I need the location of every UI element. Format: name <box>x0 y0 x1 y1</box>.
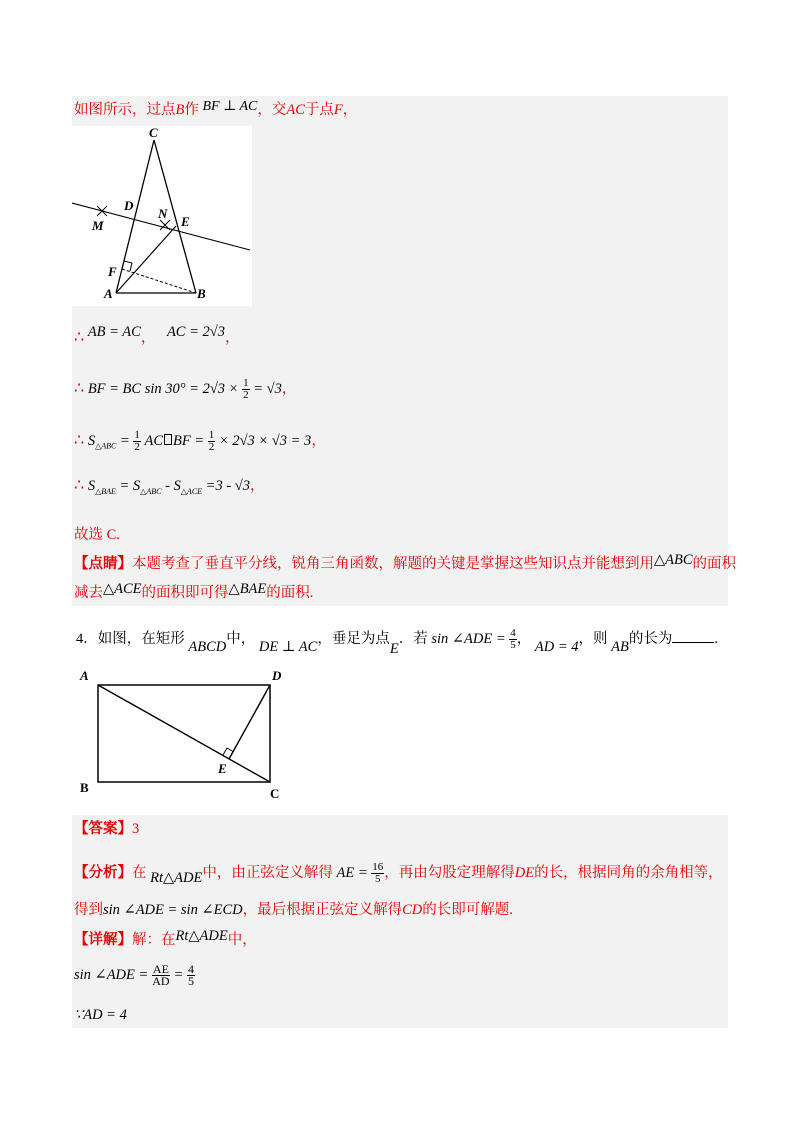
area-result: =3 - √3 <box>205 478 250 494</box>
q4-text-5: 的长为 <box>628 630 673 647</box>
solution-intro-line <box>74 99 358 118</box>
point-f: F <box>333 102 343 118</box>
fraction-ae-ad <box>152 964 170 987</box>
comma-3: ， <box>281 380 297 397</box>
frac-num-ae-ad: AE <box>152 962 169 976</box>
answer-4-line <box>74 822 139 837</box>
step-1 <box>74 324 240 346</box>
dianjing-tag: 【点睛】 <box>74 556 132 572</box>
sub-ace: △ACE <box>180 486 203 496</box>
answer-value: 3 <box>132 821 140 837</box>
equals: = <box>119 432 130 449</box>
fig2-label-b: B <box>80 780 89 795</box>
segment-de: DE <box>514 864 535 881</box>
step-4 <box>74 478 265 496</box>
dianjing-line-2 <box>74 581 314 601</box>
analysis-line-1 <box>74 862 723 885</box>
frac-den-45: 5 <box>187 974 194 988</box>
triangle-bae: △BAE <box>228 581 267 597</box>
equals-2: = <box>173 966 184 983</box>
therefore-symbol-4: ∴ <box>74 477 85 494</box>
answer-blank[interactable] <box>672 630 714 643</box>
ae-equals: AE = <box>336 864 368 881</box>
ac-value: AC = 2√3 <box>166 324 225 340</box>
equals-s: = S <box>119 478 141 494</box>
fig2-label-d: D <box>272 668 282 683</box>
fraction-half <box>242 378 250 401</box>
fig1-label-a: A <box>104 286 113 301</box>
analysis-text-4: 的长，根据同角的余角相等， <box>534 864 723 881</box>
q4-intro: 4．如图，在矩形 <box>76 630 185 647</box>
analysis-text-6: ，最后根据正弦定义解得 <box>242 902 403 918</box>
frac-den-ae-ad: AD <box>152 974 170 988</box>
frac-den-ae: 5 <box>374 873 381 885</box>
frac-num-2: 1 <box>134 429 140 441</box>
analysis-text-5: 得到 <box>74 902 103 918</box>
rt-triangle-ade: Rt△ADE <box>150 869 203 886</box>
sin-equality: sin ∠ADE = sin ∠ECD <box>103 902 243 918</box>
detail-text-1: 解：在 <box>132 932 176 948</box>
dianjing-text-2: 的面积 <box>692 556 737 572</box>
q4-period: . <box>714 630 718 647</box>
fig2-label-a: A <box>80 668 89 683</box>
sin-ade-2: sin ∠ADE = <box>74 966 149 983</box>
bf-term: BF = <box>173 432 205 449</box>
rt-triangle-ade-2: Rt△ADE <box>175 928 228 944</box>
analysis-text-2: 中，由正弦定义解得 <box>202 864 333 881</box>
frac-den-3: 2 <box>208 441 215 453</box>
q4-text-4: ，则 <box>578 630 608 647</box>
fig1-label-d: D <box>124 198 134 213</box>
step-2 <box>74 378 296 401</box>
area-s-bae: S <box>87 478 96 494</box>
solution-intro-text-2: 作 <box>184 102 199 118</box>
analysis-line-2 <box>74 903 513 918</box>
fig2-label-c: C <box>270 786 280 801</box>
sin-ade: sin ∠ADE = <box>431 630 506 647</box>
bf-calc-left: BF = BC sin 30° = 2√3 × <box>87 380 239 397</box>
frac-num: 1 <box>243 377 249 389</box>
dianjing-text-4: 的面积即可得 <box>141 585 229 601</box>
de-perp-ac: DE ⊥ AC <box>258 638 318 655</box>
dianjing-text-1: 本题考查了垂直平分线，锐角三角函数，解题的关键是掌握这些知识点并能想到用 <box>132 556 654 572</box>
analysis-tag: 【分析】 <box>74 864 132 881</box>
fraction-16-5 <box>371 862 384 885</box>
therefore-symbol-3: ∴ <box>74 431 85 449</box>
fraction-four-fifths <box>509 628 517 651</box>
frac-num-45: 4 <box>187 962 194 976</box>
minus-s: - S <box>165 478 181 494</box>
analysis-text-7: 的长即可解题. <box>422 902 513 918</box>
detail-line-2 <box>74 964 195 987</box>
perpendicular-bf-ac: BF ⊥ AC <box>202 99 258 114</box>
fraction-half-3 <box>208 430 216 453</box>
solution-intro-text-4: 于点 <box>304 102 334 118</box>
fig1-label-m: M <box>92 218 104 233</box>
question-4 <box>76 627 718 657</box>
detail-line-1 <box>74 928 257 948</box>
ad-equals-4: AD = 4 <box>534 638 579 655</box>
segment-cd: CD <box>402 902 423 918</box>
frac-den-2: 2 <box>134 441 140 453</box>
frac-den: 2 <box>243 389 249 401</box>
comma-4: ， <box>311 432 326 449</box>
rect-abcd: ABCD <box>188 638 227 655</box>
step-3 <box>74 430 326 453</box>
detail-line-3 <box>74 1008 127 1023</box>
detail-text-2: 中， <box>227 932 257 948</box>
frac-num-q4: 4 <box>510 627 516 639</box>
fig1-label-b: B <box>197 286 206 301</box>
dianjing-text-3: 减去 <box>74 585 103 601</box>
frac-num-ae: 16 <box>372 861 384 873</box>
therefore-symbol: ∴ <box>74 329 85 346</box>
solution-intro-text: 如图所示，过点 <box>74 102 176 118</box>
sub-abc: △ABC <box>140 486 162 496</box>
triangle-abc: △ABC <box>654 552 693 568</box>
dianjing-text-5: 的面积. <box>266 585 314 601</box>
fig1-label-f: F <box>108 264 117 279</box>
q4-comma: ， <box>516 630 532 647</box>
area-calc-right: × 2√3 × √3 = 3 <box>218 432 312 449</box>
answer-tag: 【答案】 <box>74 821 132 837</box>
ac-term: AC <box>144 432 164 449</box>
frac-den-q4: 5 <box>510 639 516 651</box>
solution-intro-comma: ， <box>342 102 358 118</box>
dot-placeholder <box>164 434 172 445</box>
q4-text-2: ，垂足为点 <box>317 630 390 647</box>
therefore-symbol-2: ∴ <box>74 379 85 397</box>
comma: ， <box>140 330 156 346</box>
answer-choice: 故选 C. <box>74 527 120 543</box>
detail-tag: 【详解】 <box>74 932 132 948</box>
answer-4-block <box>72 815 728 1028</box>
because-ad-4: ∵AD = 4 <box>74 1007 127 1023</box>
fig2-label-e: E <box>218 761 227 776</box>
fraction-half-2 <box>133 430 141 453</box>
area-sub-abc: △ABC <box>95 441 117 451</box>
dianjing-line-1 <box>74 552 737 572</box>
rectangle-figure <box>74 665 294 805</box>
segment-ab: AB <box>611 638 629 655</box>
point-e: E <box>389 640 399 657</box>
fig1-label-n: N <box>158 206 168 221</box>
analysis-text-3: ，再由勾股定理解得 <box>384 864 515 881</box>
comma-5: ， <box>250 478 265 494</box>
fraction-four-fifths-2 <box>187 964 195 987</box>
q4-text-3: ．若 <box>398 630 428 647</box>
area-s: S <box>87 432 96 449</box>
segment-ac: AC <box>286 102 305 118</box>
point-b: B <box>175 102 185 118</box>
triangle-figure <box>72 126 252 306</box>
frac-num-3: 1 <box>208 429 215 441</box>
comma-2: ， <box>224 330 240 346</box>
q4-text-1: 中， <box>226 630 256 647</box>
bf-calc-right: = √3 <box>253 380 282 397</box>
solution-intro-text-3: ，交 <box>257 102 287 118</box>
ab-equals-ac: AB = AC <box>87 324 141 340</box>
fig1-label-c: C <box>149 126 158 140</box>
analysis-text-1: 在 <box>132 864 147 881</box>
fig1-label-e: E <box>181 214 190 229</box>
triangle-ace: △ACE <box>103 581 142 597</box>
sub-bae: △BAE <box>95 486 116 496</box>
